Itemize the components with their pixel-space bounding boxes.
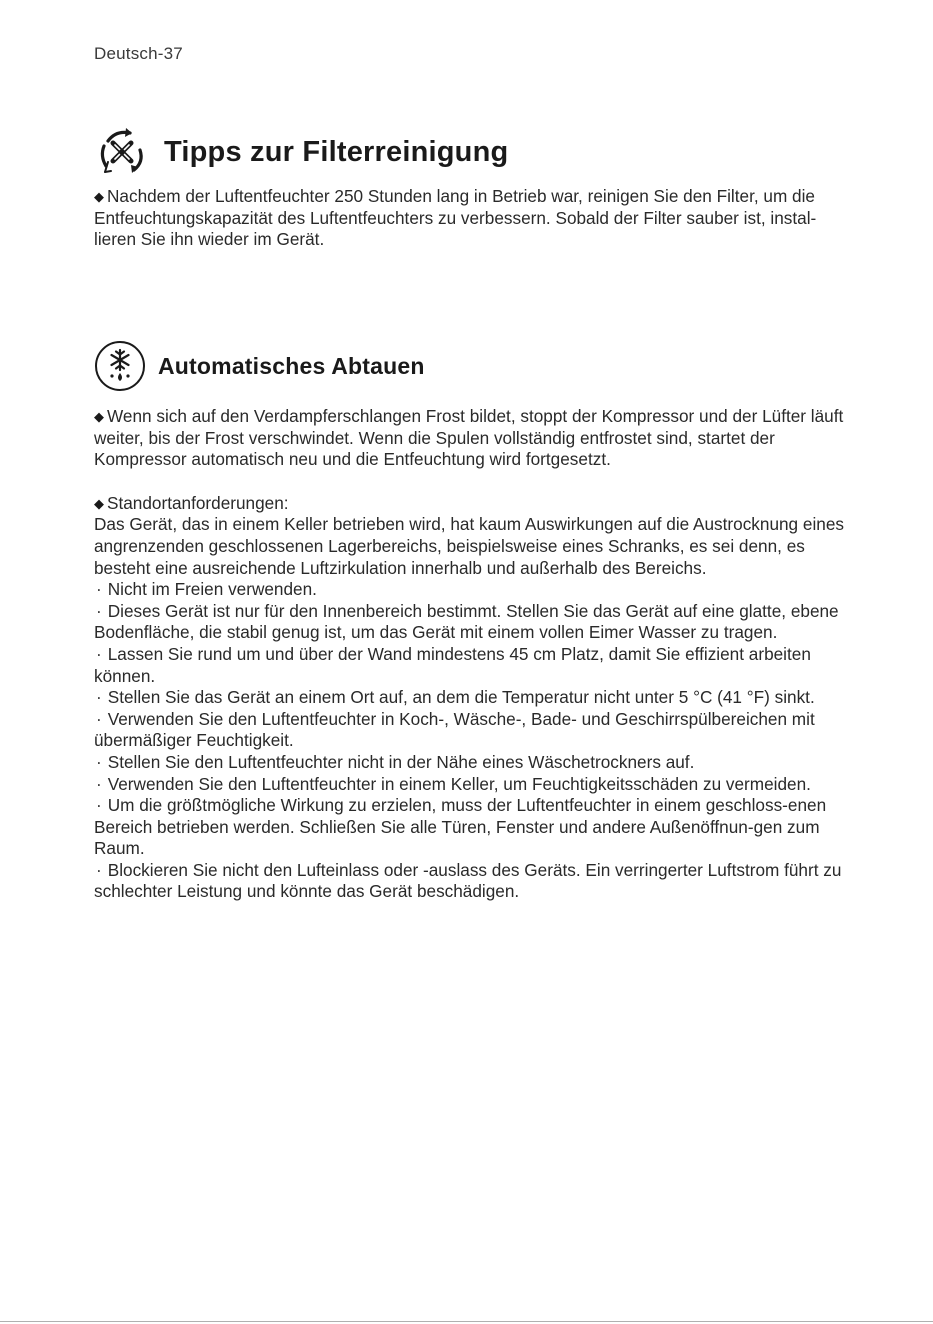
defrost-section-heading <box>94 340 425 392</box>
list-item: · Um die größtmögliche Wirkung zu erzielen, muss der Luftentfeuchter in einem geschloss-enen Bereich betrieben werden. Schließen Sie alle Türen, Fenster und andere Außenöffnun-gen zum Raum. <box>94 795 827 859</box>
defrost-section-body <box>94 406 854 903</box>
filter-section-heading <box>94 124 508 180</box>
location-intro: Das Gerät, das in einem Keller betrieben wird, hat kaum Auswirkungen auf die Austrocknung eines angrenzenden geschlossenen Lagerbereichs, beispielsweise eines Schranks, es sei denn, es besteht eine ausreichende Luftzirkulation innerhalb und außerhalb des Bereichs. <box>94 514 844 578</box>
defrost-icon <box>94 340 146 392</box>
defrost-section-title: Automatisches Abtauen <box>158 352 425 379</box>
dot-bullet-icon: · <box>96 795 102 816</box>
dot-bullet-icon: · <box>96 708 102 729</box>
list-item: · Verwenden Sie den Luftentfeuchter in Koch-, Wäsche-, Bade- und Geschirrspülbereichen mit übermäßiger Feuchtigkeit. <box>94 708 815 751</box>
dot-bullet-icon: · <box>96 751 102 772</box>
filter-cleaning-icon <box>94 124 150 180</box>
list-item: · Verwenden Sie den Luftentfeuchter in einem Keller, um Feuchtigkeitsschäden zu vermeiden. <box>96 773 811 794</box>
footer-divider <box>0 1321 933 1322</box>
defrost-paragraph: ◆ Wenn sich auf den Verdampferschlangen Frost bildet, stoppt der Kompressor und der Lüfter läuft weiter, bis der Frost verschwindet. Wenn die Spulen vollständig entfrostet sind, startet der Kompressor automatisch neu und die Entfeuchtung wird fortgesetzt. <box>94 406 844 470</box>
page-number: Deutsch-37 <box>94 44 183 63</box>
location-heading: ◆ Standortanforderungen: <box>94 492 289 513</box>
list-item: · Dieses Gerät ist nur für den Innenbereich bestimmt. Stellen Sie das Gerät auf eine glatte, ebene Bodenfläche, die stabil genug ist, um das Gerät mit einem vollen Eimer Wasser zu tragen. <box>94 600 839 643</box>
list-item: · Lassen Sie rund um und über der Wand mindestens 45 cm Platz, damit Sie effizient arbeiten können. <box>94 643 811 686</box>
list-item: · Stellen Sie das Gerät an einem Ort auf, an dem die Temperatur nicht unter 5 °C (41 °F) sinkt. <box>96 687 815 708</box>
dot-bullet-icon: · <box>96 773 102 794</box>
dot-bullet-icon: · <box>96 600 102 621</box>
diamond-bullet-icon: ◆ <box>94 495 104 511</box>
filter-section-body <box>94 186 854 251</box>
list-item: · Stellen Sie den Luftentfeuchter nicht in der Nähe eines Wäschetrockners auf. <box>96 751 695 772</box>
list-item: · Nicht im Freien verwenden. <box>96 579 317 600</box>
filter-section-title: Tipps zur Filterreinigung <box>164 135 509 168</box>
diamond-bullet-icon: ◆ <box>94 189 104 204</box>
list-item: · Blockieren Sie nicht den Lufteinlass oder -auslass des Geräts. Ein verringerter Luftstrom führt zu schlechter Leistung und könnte das Gerät beschädigen. <box>94 859 842 902</box>
dot-bullet-icon: · <box>96 859 102 880</box>
diamond-bullet-icon: ◆ <box>94 409 104 424</box>
filter-paragraph: ◆ Nachdem der Luftentfeuchter 250 Stunden lang in Betrieb war, reinigen Sie den Filter, um die Entfeuchtungskapazität des Luftentfeuchters zu verbessern. Sobald der Filter sauber ist, instal-lieren Sie ihn wieder im Gerät. <box>94 186 817 250</box>
dot-bullet-icon: · <box>96 579 102 600</box>
dot-bullet-icon: · <box>96 687 102 708</box>
dot-bullet-icon: · <box>96 643 102 664</box>
